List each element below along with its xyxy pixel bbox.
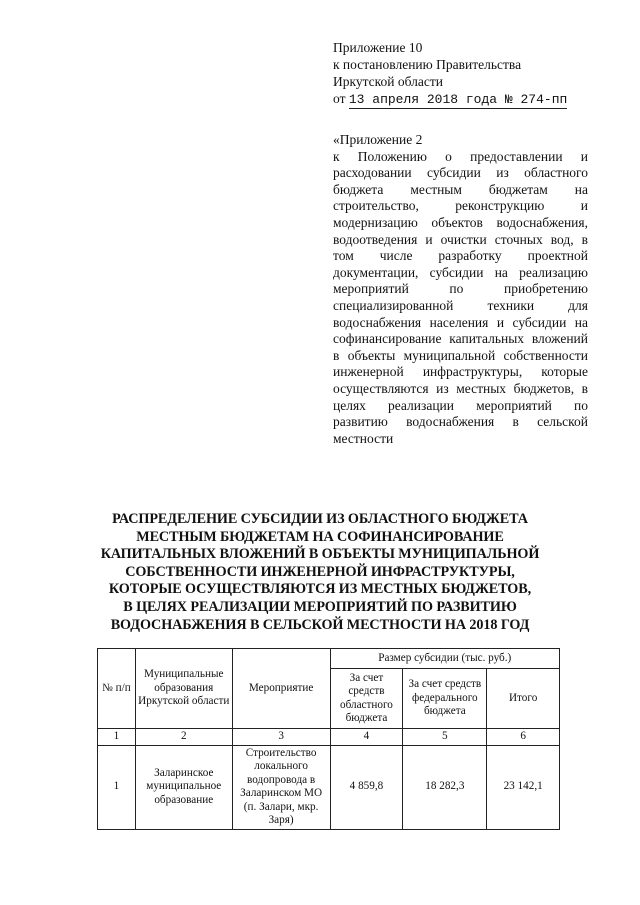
annex-heading: «Приложение 2	[333, 132, 423, 147]
header-subsidy-group: Размер субсидии (тыс. руб.)	[330, 649, 559, 669]
approval-date-line	[333, 90, 573, 109]
header-total: Итого	[487, 669, 560, 729]
table-header-row	[98, 649, 560, 669]
annex-reference	[333, 132, 588, 447]
subsidy-table	[97, 648, 560, 830]
column-number: 5	[403, 729, 487, 746]
approval-stamp	[333, 39, 573, 109]
column-number-row	[98, 729, 560, 746]
title-line: ВОДОСНАБЖЕНИЯ В СЕЛЬСКОЙ МЕСТНОСТИ НА 2018 ГОД	[110, 616, 530, 633]
row-num: 1	[98, 745, 136, 829]
header-federal-budget: За счет средств федерального бюджета	[403, 669, 487, 729]
approval-line-region: Иркутской области	[333, 74, 444, 89]
header-municipality: Муниципальные образования Иркутской области	[135, 649, 232, 729]
row-federal-amount: 18 282,3	[403, 745, 487, 829]
title-line: МЕСТНЫМ БЮДЖЕТАМ НА СОФИНАНСИРОВАНИЕ	[136, 528, 504, 545]
row-total-amount: 23 142,1	[487, 745, 560, 829]
title-line: КАПИТАЛЬНЫХ ВЛОЖЕНИЙ В ОБЪЕКТЫ МУНИЦИПАЛЬНОЙ	[100, 546, 540, 563]
table-row	[98, 745, 560, 829]
column-number: 4	[330, 729, 403, 746]
row-regional-amount: 4 859,8	[330, 745, 403, 829]
header-activity: Мероприятие	[232, 649, 330, 729]
column-number: 2	[135, 729, 232, 746]
column-number: 6	[487, 729, 560, 746]
header-regional-budget: За счет средств областного бюджета	[330, 669, 403, 729]
title-line: СОБСТВЕННОСТИ ИНЖЕНЕРНОЙ ИНФРАСТРУКТУРЫ,	[125, 563, 515, 580]
row-municipality: Заларинское муниципальное образование	[135, 745, 232, 829]
row-activity: Строительство локального водопровода в Заларинском МО (п. Залари, мкр. Заря)	[232, 745, 330, 829]
title-line: РАСПРЕДЕЛЕНИЕ СУБСИДИИ ИЗ ОБЛАСТНОГО БЮДЖЕТА	[112, 511, 528, 527]
title-line: В ЦЕЛЯХ РЕАЛИЗАЦИИ МЕРОПРИЯТИЙ ПО РАЗВИТИЮ	[123, 598, 517, 615]
approval-date-prefix: от	[333, 91, 346, 106]
approval-line-appendix: Приложение 10	[333, 40, 423, 55]
title-line: КОТОРЫЕ ОСУЩЕСТВЛЯЮТСЯ ИЗ МЕСТНЫХ БЮДЖЕТОВ,	[108, 581, 532, 598]
document-title	[60, 511, 580, 634]
approval-line-resolution: к постановлению Правительства	[333, 57, 522, 72]
header-num: № п/п	[98, 649, 136, 729]
column-number: 1	[98, 729, 136, 746]
approval-date-value: 13 апреля 2018 года № 274-пп	[348, 92, 568, 107]
annex-text: к Положению о предоставлении и расходовании субсидии из областного бюджета местным бюджетам на строительство, реконструкцию и модернизацию объектов водоснабжения, водоотведения и очистки сточных вод, в том числе разработку проектной документации, субсидии на реализацию мероприятий по приобретению специализированной техники для водоснабжения населения и субсидии на софинансирование капитальных вложений в объекты муниципальной собственности инженерной инфраструктуры, которые осуществляются из местных бюджетов, в целях реализации мероприятий по развитию водоснабжения в сельской местности	[333, 148, 588, 446]
column-number: 3	[232, 729, 330, 746]
